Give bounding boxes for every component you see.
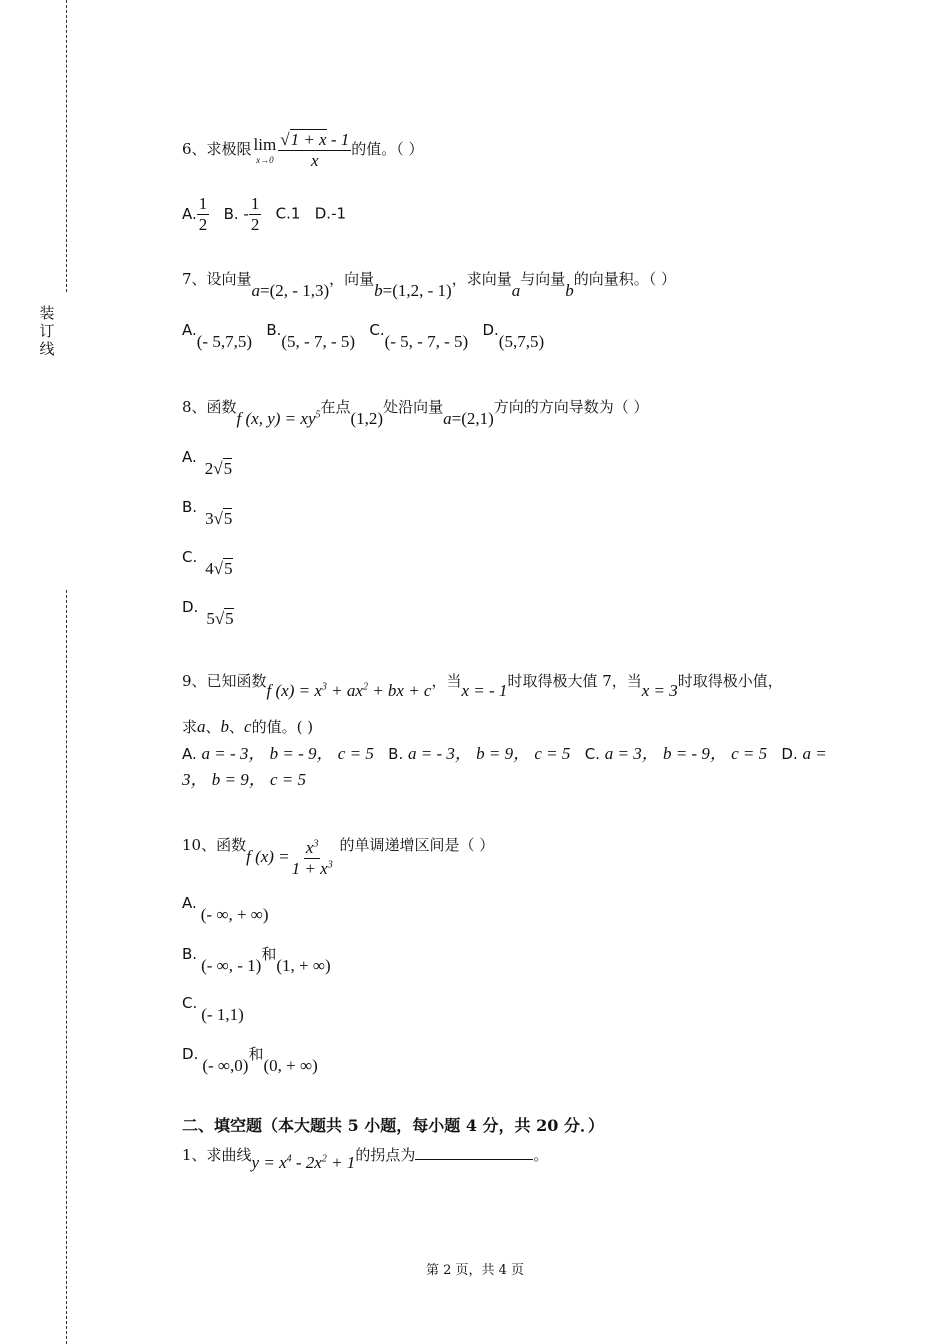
binding-dashed-line-top bbox=[66, 0, 67, 292]
option-b: B.(5, - 7, - 5) bbox=[266, 321, 356, 351]
question-8-option-c: C.4√5 bbox=[182, 548, 233, 578]
question-8-option-a: A.2√5 bbox=[182, 448, 233, 478]
option-b: B. a = - 3， b = 9， c = 5 bbox=[388, 744, 571, 763]
option-c: C.(- 5, - 7, - 5) bbox=[369, 321, 469, 351]
section-2-title: 二、填空题（本大题共 5 小题，每小题 4 分，共 20 分．） bbox=[182, 1116, 604, 1135]
option-b: B. - $\frac{1}{2}$ bbox=[223, 194, 260, 234]
question-8-option-b: B.3√5 bbox=[182, 498, 233, 528]
fill-question-1: 1、求曲线$y = x^4 - 2x^2 + 1$的拐点为 。 bbox=[182, 1146, 549, 1172]
option-a: A. $\frac{1}{2}$ bbox=[182, 194, 208, 234]
question-8: 8、函数f (x, $y) = xy^5$在点(1,2)处沿向量a=(2,1)方向的方向导数为（ ） bbox=[182, 398, 649, 428]
question-10-option-d: D.(- ∞,0)和(0, + ∞) bbox=[182, 1045, 318, 1075]
binding-dashed-line-bottom bbox=[66, 590, 67, 1344]
question-8-option-d: D.5√5 bbox=[182, 598, 234, 628]
option-c: C.1 bbox=[275, 204, 301, 223]
question-6-options bbox=[182, 194, 346, 234]
question-10-option-b: B.(- ∞, - 1)和(1, + ∞) bbox=[182, 945, 331, 975]
function-f: f (x, $y) = xy^5$ bbox=[236, 409, 321, 428]
option-d: D.-1 bbox=[314, 204, 347, 223]
option-d: D. a = 3， b = 9， c = 5 bbox=[182, 744, 827, 789]
question-7: 7、设向量a=(2, - 1,3)，向量b=(1,2, - 1)，求向量a与向量b的向量积。（ ） bbox=[182, 270, 677, 300]
option-c: C. a = 3， b = - 9， c = 5 bbox=[584, 744, 768, 763]
answer-blank[interactable] bbox=[415, 1159, 533, 1160]
limit-operator: lim x→0 bbox=[253, 135, 277, 166]
binding-label: 装订线 bbox=[39, 304, 55, 358]
limit-fraction: $\frac{√1 + x - 1}{x}$ bbox=[280, 130, 350, 170]
question-9: 9、已知函数f $(x) = x^3 + ax^2$ + bx + c，当x = - 1时取得极大值 7，当x = 3时取得极小值， bbox=[182, 672, 783, 700]
option-d: D.(5,7,5) bbox=[482, 321, 545, 351]
question-10: 10、函数f (x) = $\frac{x^3}{1 + x^3}$ 的单调递增区间是（ ） bbox=[182, 836, 495, 878]
question-10-option-c: C.(- 1,1) bbox=[182, 994, 244, 1024]
option-a: A.(- 5,7,5) bbox=[182, 321, 252, 351]
question-9-line-2: 求a、b、c的值。( ) bbox=[182, 717, 314, 736]
question-6: 6、求极限 lim x→0 $\frac{√1 + x - 1}{x}$ 的值。（ ） bbox=[182, 130, 424, 170]
question-7-options bbox=[182, 320, 545, 351]
function-f: f $(x) = x^3 + ax^2$ + bx + c bbox=[266, 681, 432, 700]
curve-equation: $y = x^4 - 2x^2 + 1$ bbox=[251, 1153, 356, 1172]
question-10-option-a: A.(- ∞, + ∞) bbox=[182, 894, 269, 924]
page-footer: 第 2 页，共 4 页 bbox=[425, 1263, 525, 1278]
question-9-options bbox=[182, 741, 832, 793]
function-fraction: $\frac{x^3}{1 + x^3}$ bbox=[291, 838, 333, 878]
option-a: A. a = - 3， b = - 9， c = 5 bbox=[182, 744, 374, 763]
